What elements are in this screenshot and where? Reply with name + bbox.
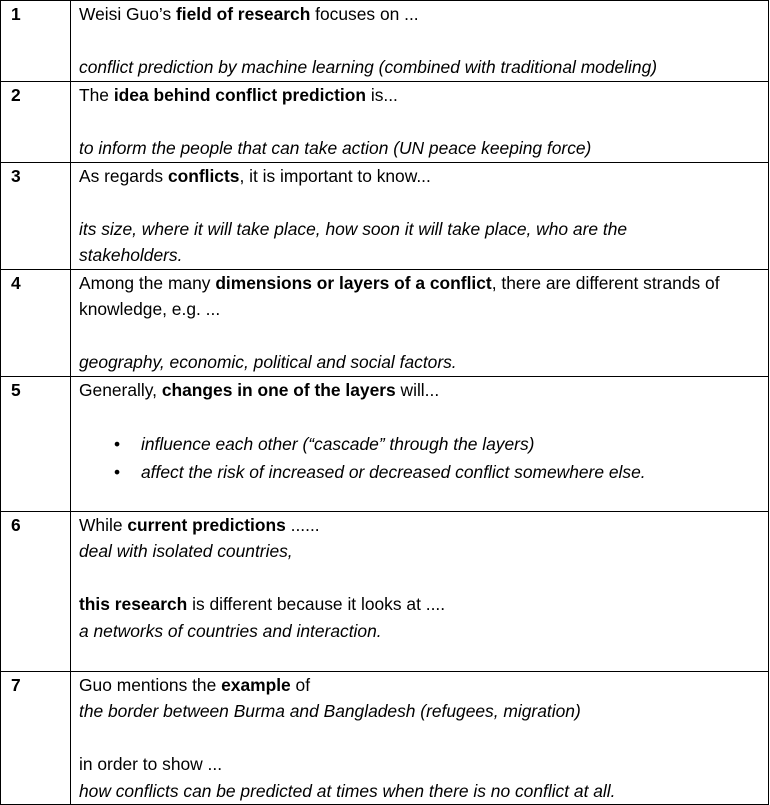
bullet-list [79,430,764,486]
prompt-2: this research is different because it looks at .... [79,594,446,614]
bullet-icon: • [114,433,121,454]
answer: deal with isolated countries, [79,541,293,561]
row-content [71,376,769,511]
prompt: As regards conflicts, it is important to know... [79,165,431,186]
row-content [71,1,769,82]
prompt: Guo mentions the example of [79,674,311,695]
table-row [1,82,769,163]
keyword: conflicts [167,165,240,186]
prompt: While current predictions ...... [79,514,320,535]
table-row [1,376,769,511]
answer: conflict prediction by machine learning (combined with traditional modeling) [79,57,658,77]
prompt: Generally, changes in one of the layers will... [79,379,440,400]
keyword: this research [79,594,188,614]
table-row [1,671,769,805]
row-content [71,82,769,163]
row-number: 3 [1,162,71,269]
row-content [71,269,769,376]
table-row [1,1,769,82]
answer: to inform the people that can take action (UN peace keeping force) [79,138,592,158]
list-item: • affect the risk of increased or decreased conflict somewhere else. [141,458,764,486]
row-number: 4 [1,269,71,376]
prompt: Among the many dimensions or layers of a conflict, there are different strands of knowledge, e.g. ... [79,272,720,319]
answer-2: how conflicts can be predicted at times when there is no conflict at all. [79,780,616,801]
prompt-2: in order to show ... [79,754,223,774]
row-content [71,511,769,671]
answer: its size, where it will take place, how soon it will take place, who are the stakeholders. [79,218,628,265]
answer: the border between Burma and Bangladesh (refugees, migration) [79,701,581,721]
keyword: example [221,674,291,695]
keyword: dimensions or layers of a conflict [215,272,492,293]
list-item: • influence each other (“cascade” through the layers) [141,430,764,458]
keyword: current predictions [127,514,286,535]
prompt: The idea behind conflict prediction is... [79,85,398,105]
table-row [1,162,769,269]
keyword: field of research [175,4,311,24]
row-content [71,671,769,805]
bullet-icon: • [114,461,121,482]
table-row [1,511,769,671]
row-number: 6 [1,511,71,671]
row-number: 1 [1,1,71,82]
keyword: idea behind conflict prediction [113,85,366,105]
row-number: 5 [1,376,71,511]
row-number: 2 [1,82,71,163]
row-number: 7 [1,671,71,805]
answer-2: a networks of countries and interaction. [79,620,382,641]
row-content [71,162,769,269]
prompt: Weisi Guo’s field of research focuses on ... [79,4,419,24]
table-row [1,269,769,376]
keyword: changes in one of the layers [161,379,396,400]
answer: geography, economic, political and social factors. [79,352,457,372]
